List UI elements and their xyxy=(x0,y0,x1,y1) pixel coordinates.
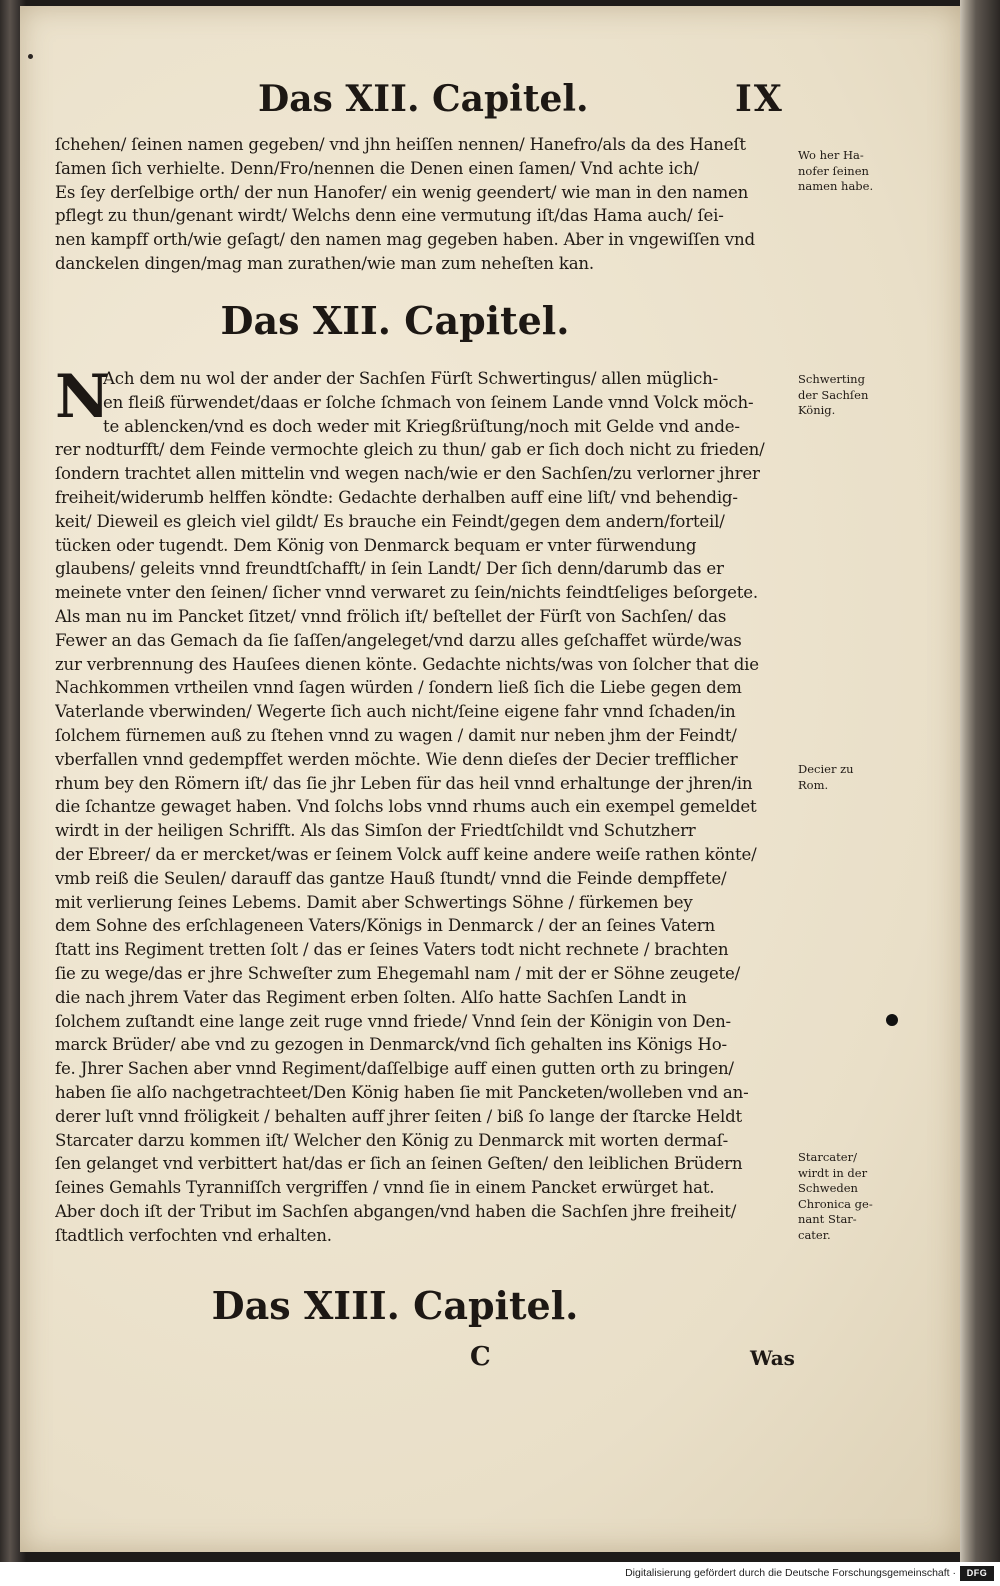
text-line: rhum bey den Römern iſt/ das ſie jhr Leben für das heil vnnd erhaltunge der jhren/in xyxy=(55,773,753,793)
marginal-line: Chronica ge- xyxy=(798,1196,873,1211)
running-head-title: Das XII. Capitel. xyxy=(258,78,589,120)
text-line: mit verlierung ſeines Lebems. Damit aber Schwertings Söhne / fürkemen bey xyxy=(55,892,693,912)
text-line: marck Brüder/ abe vnd zu gezogen in Denmarck/vnd ſich gehalten ins Königs Ho- xyxy=(55,1035,727,1055)
text-line: ſamen ſich verhielte. Denn/Fro/nennen die Denen einen ſamen/ Vnd achte ich/ xyxy=(55,158,699,178)
text-line: freiheit/widerumb helffen köndte: Gedachte derhalben auff eine liſt/ vnd behendig- xyxy=(55,487,738,507)
text-line: ſolchem fürnemen auß zu ſtehen vnnd zu wagen / damit nur neben jhm der Feindt/ xyxy=(55,725,737,745)
text-line: pflegt zu thun/genant wirdt/ Welchs denn eine vermutung iſt/das Hama auch/ ſei- xyxy=(55,206,724,226)
text-line: ſen gelanget vnd verbittert hat/das er ſich an ſeinen Geſten/ den leiblichen Brüdern xyxy=(55,1154,743,1174)
marginal-line: cater. xyxy=(798,1227,831,1242)
chapter-xii-body xyxy=(55,362,795,1247)
text-line: dem Sohne des erſchlageneen Vaters/Königs in Denmarck / der an ſeines Vatern xyxy=(55,916,716,936)
text-line: Es ſey derſelbige orth/ der nun Hanofer/ ein wenig geendert/ wie man in den namen xyxy=(55,182,749,202)
marginal-line: namen habe. xyxy=(798,179,874,193)
text-line: ſtadtlich verfochten vnd erhalten. xyxy=(55,1225,332,1245)
text-line: te ablencken/vnd es doch weder mit Kriegßrüſtung/noch mit Gelde vnd ande- xyxy=(103,416,740,436)
text-line: vberfallen vnnd gedempffet werden möchte. Wie denn dieſes der Decier trefflicher xyxy=(55,749,738,769)
text-line: keit/ Dieweil es gleich viel gildt/ Es brauche ein Feindt/gegen dem andern/forteil/ xyxy=(55,511,725,531)
funding-credit: Digitalisierung gefördert durch die Deutsche Forschungsgemeinschaft · xyxy=(625,1567,956,1579)
text-line: der Ebreer/ da er mercket/was er ſeinem Volck auff keine andere weiſe rathen könte/ xyxy=(55,844,757,864)
text-line: wirdt in der heiligen Schrifft. Als das Simſon der Friedtſchildt vnd Schutzherr xyxy=(55,821,696,841)
text-line: ſie zu wege/das er jhre Schweſter zum Ehegemahl nam / mit der er Söhne zeugete/ xyxy=(55,963,741,983)
text-line: ſtatt ins Regiment tretten ſolt / das er ſeines Vaters todt nicht rechnete / brachten xyxy=(55,940,729,960)
marginal-line: Wo her Ha- xyxy=(798,148,864,162)
text-line: Als man nu im Pancket ſitzet/ vnnd frölich iſt/ beſtellet der Fürſt von Sachſen/ das xyxy=(55,606,727,626)
text-line: ſondern trachtet allen mittelin vnd wegen nach/wie er den Sachſen/zu verlorner jhrer xyxy=(55,464,760,484)
marginal-note-hanofer xyxy=(798,148,888,195)
text-line: nen kampff orth/wie geſagt/ den namen mag gegeben haben. Aber in vngewiſſen vnd xyxy=(55,230,755,250)
text-line: meinete vnter den ſeinen/ ſicher vnnd verwaret zu ſein/nichts feindtſeliges beſorgete. xyxy=(55,583,758,603)
marginal-line: Schwerting xyxy=(798,372,865,386)
decorated-initial: N xyxy=(55,362,110,432)
marginal-line: Rom. xyxy=(798,777,829,792)
marginal-line: der Sachſen xyxy=(798,387,869,402)
book-edge xyxy=(960,0,1000,1562)
marginal-line: König. xyxy=(798,403,836,417)
marginal-line: Schweden xyxy=(798,1181,858,1195)
catchword: Was xyxy=(750,1346,795,1370)
text-line: die nach jhrem Vater das Regiment erben ſolten. Alſo hatte Sachſen Landt in xyxy=(55,987,687,1007)
ink-speck xyxy=(28,54,33,59)
ink-dot xyxy=(886,1014,898,1026)
text-line: derer luſt vnnd fröligkeit / behalten auff jhrer ſeiten / biß ſo lange der ſtarcke Heldt xyxy=(55,1106,743,1126)
text-line: Vaterlande vberwinden/ Wegerte ſich auch nicht/ſeine eigene fahr vnnd ſchaden/in xyxy=(55,702,736,722)
text-line: Aber doch iſt der Tribut im Sachſen abgangen/vnd haben die Sachſen jhre freiheit/ xyxy=(55,1201,737,1221)
text-line: glaubens/ geleits vnnd freundtſchafft/ in ſein Landt/ Der ſich denn/darumb das er xyxy=(55,559,724,579)
text-line: die ſchantze gewaget haben. Vnd ſolchs lobs vnnd rhums auch ein exempel gemeldet xyxy=(55,797,757,817)
marginal-note-decier xyxy=(798,762,888,793)
marginal-line: nant Star- xyxy=(798,1212,857,1226)
signature-mark: C xyxy=(470,1342,491,1372)
marginal-line: wirdt in der xyxy=(798,1165,868,1180)
text-line: ſchehen/ ſeinen namen gegeben/ vnd jhn heiſſen nennen/ Hanefro/als da des Haneſt xyxy=(55,135,746,154)
text-line: zur verbrennung des Hauſees dienen könte. Gedachte nichts/was von ſolcher that die xyxy=(55,654,759,674)
text-line: vmb reiß die Seulen/ darauff das gantze Hauß ſtundt/ vnnd die Feinde dempffete/ xyxy=(55,868,727,888)
dfg-logo-icon: DFG xyxy=(960,1566,994,1581)
marginal-line: nofer ſeinen xyxy=(798,163,869,178)
text-line: en fleiß fürwendet/daas er ſolche ſchmach von ſeinem Lande vnnd Volck möch- xyxy=(103,392,754,412)
text-line: rer nodturfft/ dem Feinde vermochte gleich zu thun/ gab er ſich doch nicht zu frieden/ xyxy=(55,440,765,460)
chapter-xii-heading: Das XII. Capitel. xyxy=(220,298,570,343)
text-line: ſolchem zuſtandt eine lange zeit ruge vnnd friede/ Vnnd ſein der Königin von Den- xyxy=(55,1011,731,1031)
footer-bar xyxy=(0,1562,1000,1586)
folio-number: IX xyxy=(735,78,784,120)
marginal-line: Starcater/ xyxy=(798,1150,857,1164)
text-line: danckelen dingen/mag man zurathen/wie man zum neheſten kan. xyxy=(55,253,594,273)
text-line: Fewer an das Gemach da ſie ſaſſen/angeleget/vnd darzu alles geſchaffet würde/was xyxy=(55,630,742,650)
text-line: fe. Jhrer Sachen aber vnnd Regiment/daſſelbige auff einen gutten orth zu bringen/ xyxy=(55,1059,734,1079)
marginal-line: Decier zu xyxy=(798,762,854,776)
text-line: Ach dem nu wol der ander der Sachſen Fürſt Schwertingus/ allen müglich- xyxy=(103,369,719,388)
text-line: haben ſie alſo nachgetrachteet/Den König haben ſie mit Pancketen/wolleben vnd an- xyxy=(55,1082,749,1102)
top-passage xyxy=(55,133,795,276)
text-line: Starcater darzu kommen iſt/ Welcher den König zu Denmarck mit worten dermaſ- xyxy=(55,1130,729,1150)
text-line: Nachkommen vrtheilen vnnd ſagen würden / ſondern ließ ſich die Liebe gegen dem xyxy=(55,678,742,698)
marginal-note-starcater xyxy=(798,1150,888,1243)
text-line: tücken oder tugendt. Dem König von Denmarck bequam er vnter fürwendung xyxy=(55,535,697,555)
text-line: ſeines Gemahls Tyranniſſch vergriffen / vnnd ſie in einem Pancket erwürget hat. xyxy=(55,1178,715,1198)
marginal-note-schwerting xyxy=(798,372,888,419)
chapter-xiii-heading: Das XIII. Capitel. xyxy=(211,1283,579,1328)
